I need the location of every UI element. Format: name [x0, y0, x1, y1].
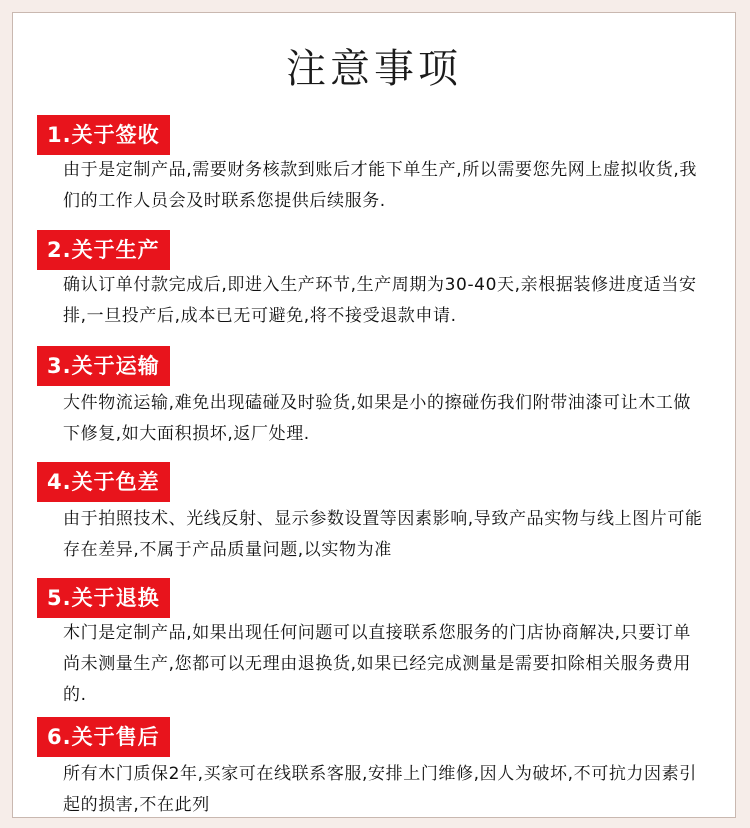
section-text: 所有木门质保2年,买家可在线联系客服,安排上门维修,因人为破坏,不可抗力因素引起的损害,不在此列	[63, 764, 697, 815]
page-title: 注意事项	[286, 46, 462, 92]
section-text: 由于拍照技术、光线反射、显示参数设置等因素影响,导致产品实物与线上图片可能存在差异,不属于产品质量问题,以实物为准	[63, 509, 703, 560]
section-heading: 2.关于生产	[37, 230, 170, 270]
section-heading: 1.关于签收	[37, 115, 170, 155]
notice-card	[12, 12, 736, 818]
section-text: 木门是定制产品,如果出现任何问题可以直接联系您服务的门店协商解决,只要订单尚未测量生产,您都可以无理由退换货,如果已经完成测量是需要扣除相关服务费用的.	[63, 623, 692, 705]
section-heading: 3.关于运输	[37, 346, 170, 386]
section-text: 由于是定制产品,需要财务核款到账后才能下单生产,所以需要您先网上虚拟收货,我们的工作人员会及时联系您提供后续服务.	[63, 160, 698, 211]
section-text: 大件物流运输,难免出现磕碰及时验货,如果是小的擦碰伤我们附带油漆可让木工做下修复,如大面积损坏,返厂处理.	[63, 393, 692, 444]
section-text: 确认订单付款完成后,即进入生产环节,生产周期为30-40天,亲根据装修进度适当安排,一旦投产后,成本已无可避免,将不接受退款申请.	[63, 275, 697, 326]
section-heading: 6.关于售后	[37, 717, 170, 757]
section-heading: 4.关于色差	[37, 462, 170, 502]
section-heading: 5.关于退换	[37, 578, 170, 618]
